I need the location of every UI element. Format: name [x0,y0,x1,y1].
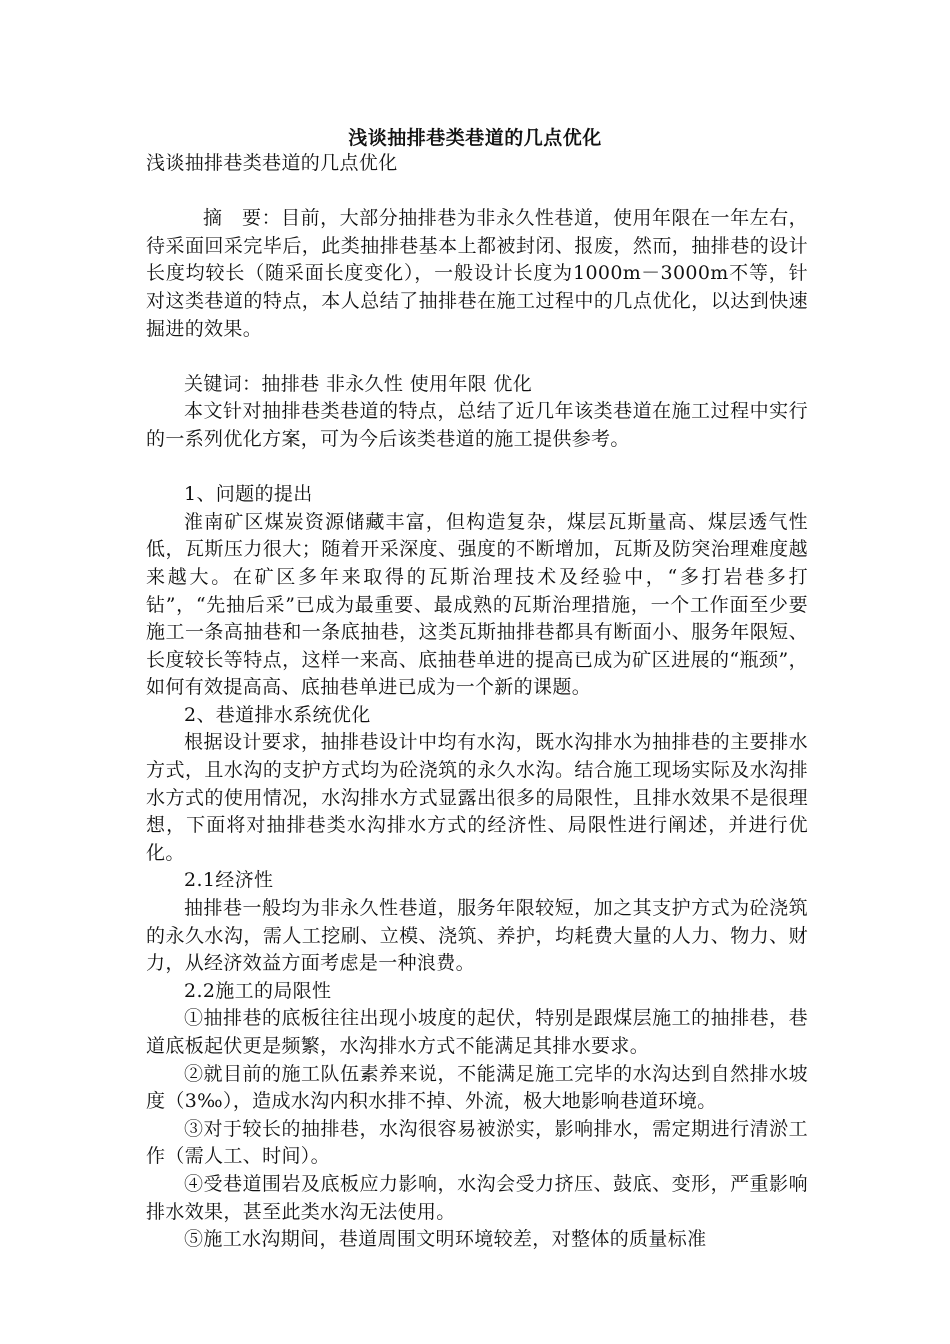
list-item: ⑤施工水沟期间，巷道周围文明环境较差，对整体的质量标准 [184,1228,707,1251]
list-item: ③对于较长的抽排巷，水沟很容易被淤实，影响排水，需定期进行清淤工作（需人工、时间）。 [146,1117,808,1168]
document-subtitle: 浅谈抽排巷类巷道的几点优化 [146,152,398,174]
section-2-heading: 2、巷道排水系统优化 [184,703,371,726]
section-1-heading: 1、问题的提出 [184,483,313,506]
list-item: ①抽排巷的底板往往出现小坡度的起伏，特别是跟煤层施工的抽排巷，巷道底板起伏更是频繁，水沟排水方式不能满足其排水要求。 [146,1007,808,1057]
document-title: 浅谈抽排巷类巷道的几点优化 [348,127,602,149]
section-2-paragraph: 根据设计要求，抽排巷设计中均有水沟，既水沟排水为抽排巷的主要排水方式，且水沟的支护方式均为砼浇筑的永久水沟。结合施工现场实际及水沟排水方式的使用情况，水沟排水方式显露出很多的局限性，且排水效果不是很理想，下面将对抽排巷类水沟排水方式的经济性、局限性进行阐述，并进行优化。 [146,731,808,864]
list-item: ②就目前的施工队伍素养来说，不能满足施工完毕的水沟达到自然排水坡度（3‰），造成水沟内积水排不掉、外流，极大地影响巷道环境。 [146,1062,808,1113]
section-1-paragraph: 淮南矿区煤炭资源储藏丰富，但构造复杂，煤层瓦斯量高、煤层透气性低，瓦斯压力很大；随着开采深度、强度的不断增加，瓦斯及防突治理难度越来越大。在矿区多年来取得的瓦斯治理技术及经验中，“多打岩巷多打钻”，“先抽后采”已成为最重要、最成熟的瓦斯治理措施，一个工作面至少要施工一条高抽巷和一条底抽巷，这类瓦斯抽排巷都具有断面小、服务年限短、长度较长等特点，这样一来高、底抽巷单进的提高已成为矿区进展的“瓶颈”，如何有效提高高、底抽巷单进已成为一个新的课题。 [146,510,808,699]
spacer [146,343,808,371]
section-2-2-heading: 2.2施工的局限性 [184,979,332,1002]
spacer [146,454,808,482]
keywords-line: 关键词：抽排巷 非永久性 使用年限 优化 [184,372,533,395]
document-body [146,150,808,1254]
abstract-paragraph: 摘 要：目前，大部分抽排巷为非永久性巷道，使用年限在一年左右，待采面回采完毕后，此类抽排巷基本上都被封闭、报废，然而，抽排巷的设计长度均较长（随采面长度变化），一般设计长度为1000m－3000m不等，针对这类巷道的特点，本人总结了抽排巷在施工过程中的几点优化，以达到快速掘进的效果。 [146,207,808,340]
list-item: ④受巷道围岩及底板应力影响，水沟会受力挤压、鼓底、变形，严重影响排水效果，甚至此类水沟无法使用。 [146,1172,808,1223]
section-2-1-heading: 2.1经济性 [184,869,274,892]
section-2-1-paragraph: 抽排巷一般均为非永久性巷道，服务年限较短，加之其支护方式为砼浇筑的永久水沟，需人工挖刷、立模、浇筑、养护，均耗费大量的人力、物力、财力，从经济效益方面考虑是一种浪费。 [146,897,808,975]
spacer [146,178,808,206]
intro-paragraph: 本文针对抽排巷类巷道的特点，总结了近几年该类巷道在施工过程中实行的一系列优化方案，可为今后该类巷道的施工提供参考。 [146,400,808,450]
